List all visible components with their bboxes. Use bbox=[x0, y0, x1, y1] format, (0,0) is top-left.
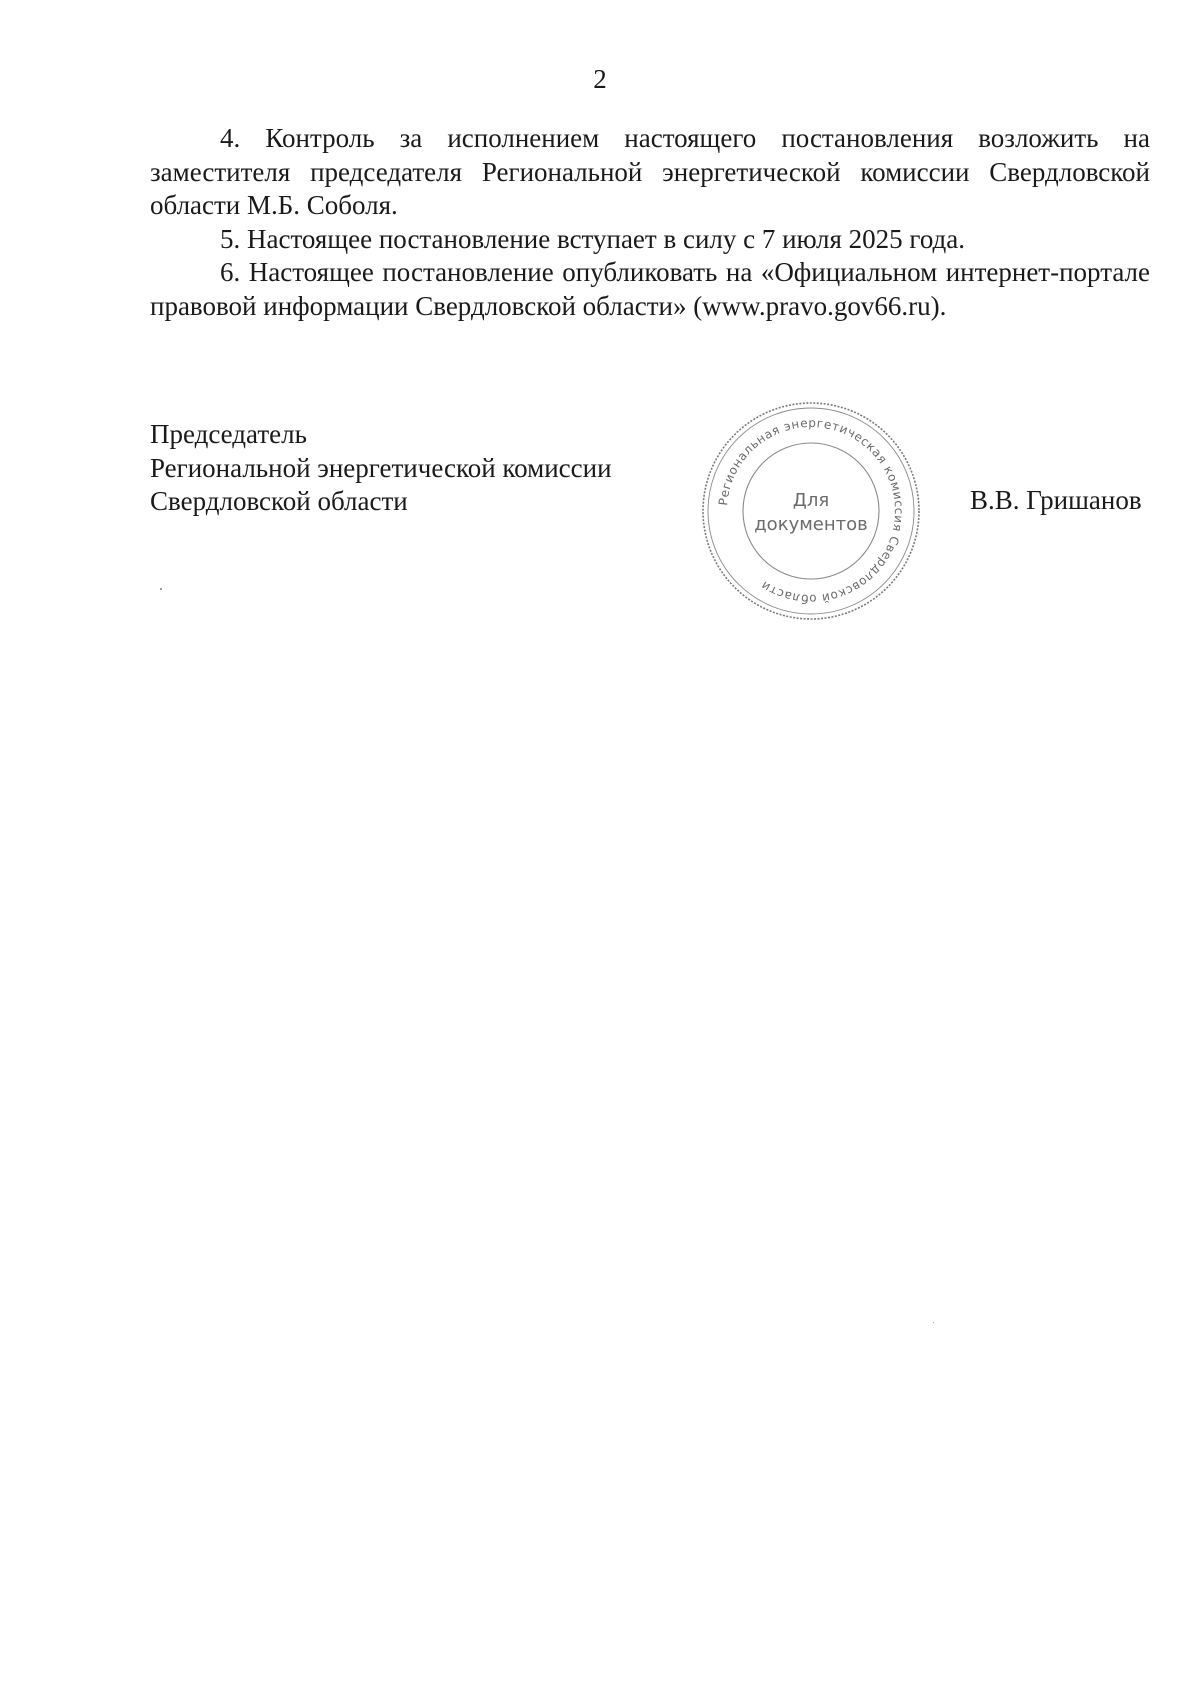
signatory-position-line-3: Свердловской области bbox=[150, 486, 408, 516]
paragraph-6: 6. Настоящее постановление опубликовать на «Официальном интернет-портале правовой информации Свердловской области» (www.pravo.gov66.ru). bbox=[150, 257, 1150, 321]
official-seal bbox=[698, 398, 924, 624]
signatory-position-line-2: Региональной энергетической комиссии bbox=[150, 452, 612, 483]
document-body bbox=[150, 122, 1150, 323]
signatory-position-line-1: Председатель bbox=[150, 419, 307, 449]
scan-speck bbox=[933, 1322, 934, 1323]
page-number: 2 bbox=[593, 64, 607, 94]
signatory-position bbox=[150, 418, 612, 519]
signatory-name: В.В. Гришанов bbox=[970, 485, 1142, 515]
seal-center-line-1: Для bbox=[792, 490, 830, 511]
seal-center-line-2: документов bbox=[754, 514, 868, 535]
paragraph-5: 5. Настоящее постановление вступает в силу с 7 июля 2025 года. bbox=[220, 223, 966, 254]
paragraph-4: 4. Контроль за исполнением настоящего постановления возложить на заместителя председателя Региональной энергетической комиссии Свердловской области М.Б. Соболя. bbox=[150, 123, 1150, 220]
seal-ring-text: Региональная энергетическая комиссия Свердловской области bbox=[716, 415, 907, 607]
scan-speck bbox=[160, 588, 162, 590]
seal-graphic bbox=[698, 398, 924, 624]
